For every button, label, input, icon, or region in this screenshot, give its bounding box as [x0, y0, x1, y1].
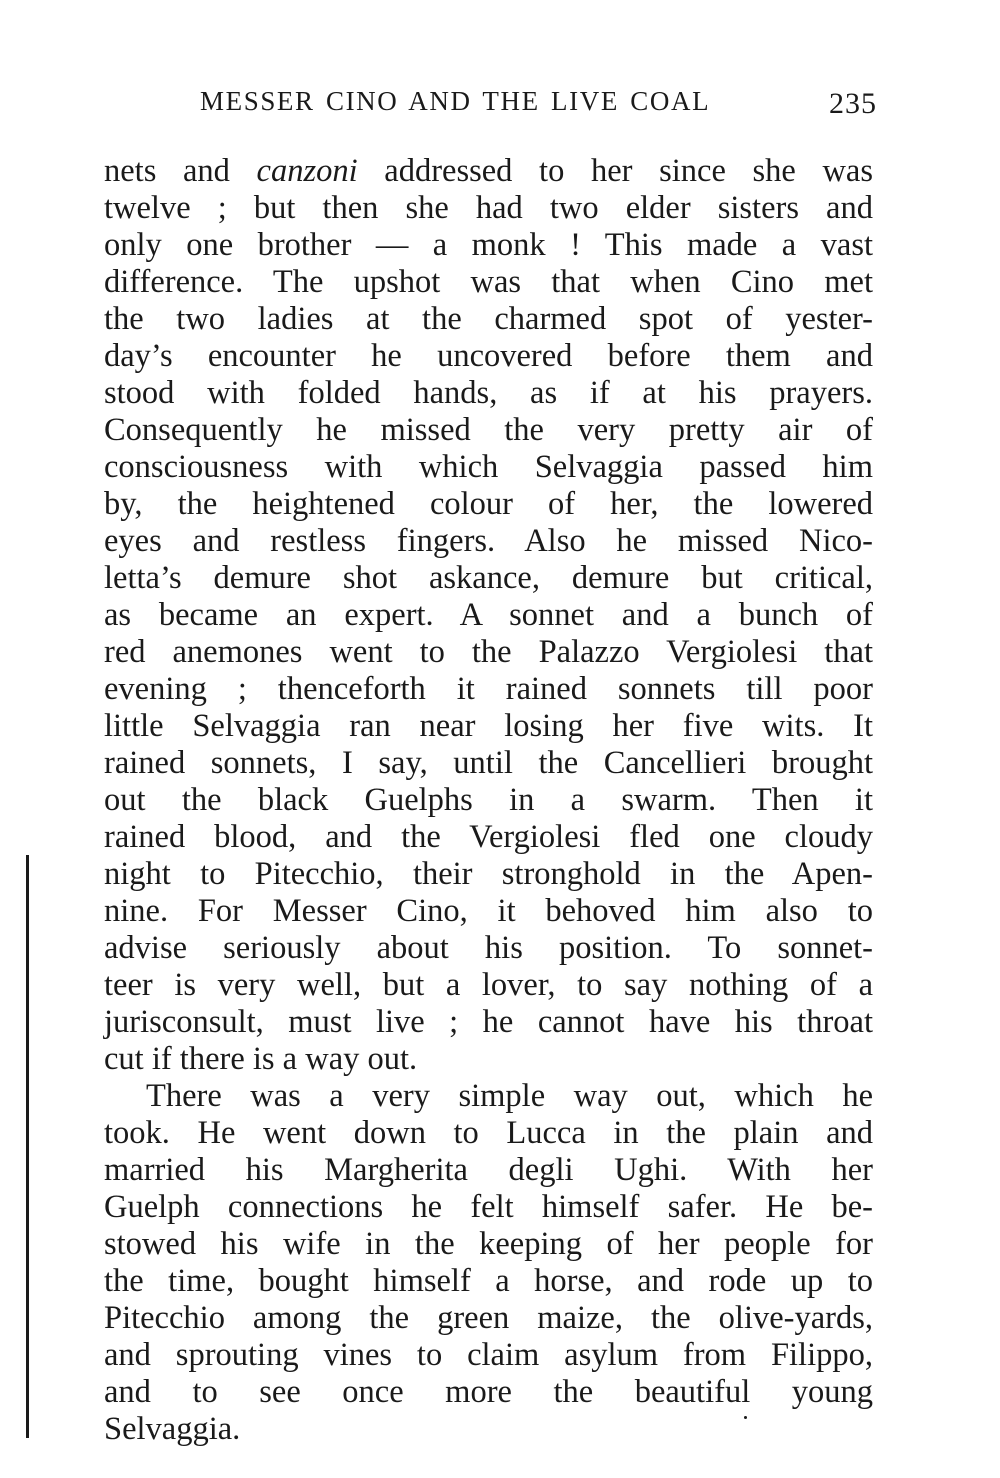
text-line: took. He went down to Lucca in the plain and	[104, 1115, 873, 1151]
text-line: There was a very simple way out, which he	[146, 1078, 873, 1114]
text-line: and sprouting vines to claim asylum from Filippo,	[104, 1337, 873, 1373]
italic-word: canzoni	[256, 153, 358, 189]
page-number: 235	[829, 87, 877, 120]
text-line: nine. For Messer Cino, it behoved him also to	[104, 893, 873, 929]
text-line: cut if there is a way out.	[104, 1041, 418, 1077]
text-line: night to Pitecchio, their stronghold in the Apen-	[104, 856, 873, 892]
text-line: Pitecchio among the green maize, the olive-yards,	[104, 1300, 873, 1336]
text-line: letta’s demure shot askance, demure but critical,	[104, 560, 873, 596]
text-line: married his Margherita degli Ughi. With her	[104, 1152, 873, 1188]
text-line: the two ladies at the charmed spot of yester-	[104, 301, 873, 337]
text-line: twelve ; but then she had two elder sisters and	[104, 190, 873, 226]
text-line	[104, 153, 873, 190]
text-run: nets and	[104, 153, 257, 189]
running-header	[104, 86, 877, 126]
text-line: day’s encounter he uncovered before them and	[104, 338, 873, 374]
text-line: advise seriously about his position. To sonnet-	[104, 930, 873, 966]
text-line: stood with folded hands, as if at his prayers.	[104, 375, 873, 411]
text-line: rained blood, and the Vergiolesi fled one cloudy	[104, 819, 873, 855]
text-line: jurisconsult, must live ; he cannot have his throat	[104, 1004, 873, 1040]
text-line: eyes and restless fingers. Also he missed Nico-	[104, 523, 873, 559]
text-line: stowed his wife in the keeping of her people for	[104, 1226, 873, 1262]
text-line: rained sonnets, I say, until the Cancellieri brought	[104, 745, 873, 781]
paragraph-2	[104, 1078, 873, 1448]
text-line: evening ; thenceforth it rained sonnets till poor	[104, 671, 873, 707]
text-line: out the black Guelphs in a swarm. Then it	[104, 782, 873, 818]
paragraph-1	[104, 153, 873, 1078]
text-line: the time, bought himself a horse, and rode up to	[104, 1263, 873, 1299]
text-line: little Selvaggia ran near losing her five wits. It	[104, 708, 873, 744]
text-line: Guelph connections he felt himself safer. He be-	[104, 1189, 873, 1225]
text-line: consciousness with which Selvaggia passed him	[104, 449, 873, 485]
text-line: red anemones went to the Palazzo Vergiolesi that	[104, 634, 873, 670]
text-line: Selvaggia.	[104, 1411, 241, 1447]
text-line: difference. The upshot was that when Cino met	[104, 264, 873, 300]
body-text	[104, 153, 873, 1448]
text-line: teer is very well, but a lover, to say nothing of a	[104, 967, 873, 1003]
text-run: addressed to her since she was	[357, 153, 873, 189]
text-line: as became an expert. A sonnet and a bunch of	[104, 597, 873, 633]
text-line: and to see once more the beautiful young	[104, 1374, 873, 1410]
margin-rule	[26, 855, 29, 1438]
text-line: only one brother — a monk ! This made a vast	[104, 227, 873, 263]
running-title: MESSER CINO AND THE LIVE COAL	[200, 86, 711, 116]
text-line: Consequently he missed the very pretty air of	[104, 412, 873, 448]
text-line: by, the heightened colour of her, the lowered	[104, 486, 873, 522]
